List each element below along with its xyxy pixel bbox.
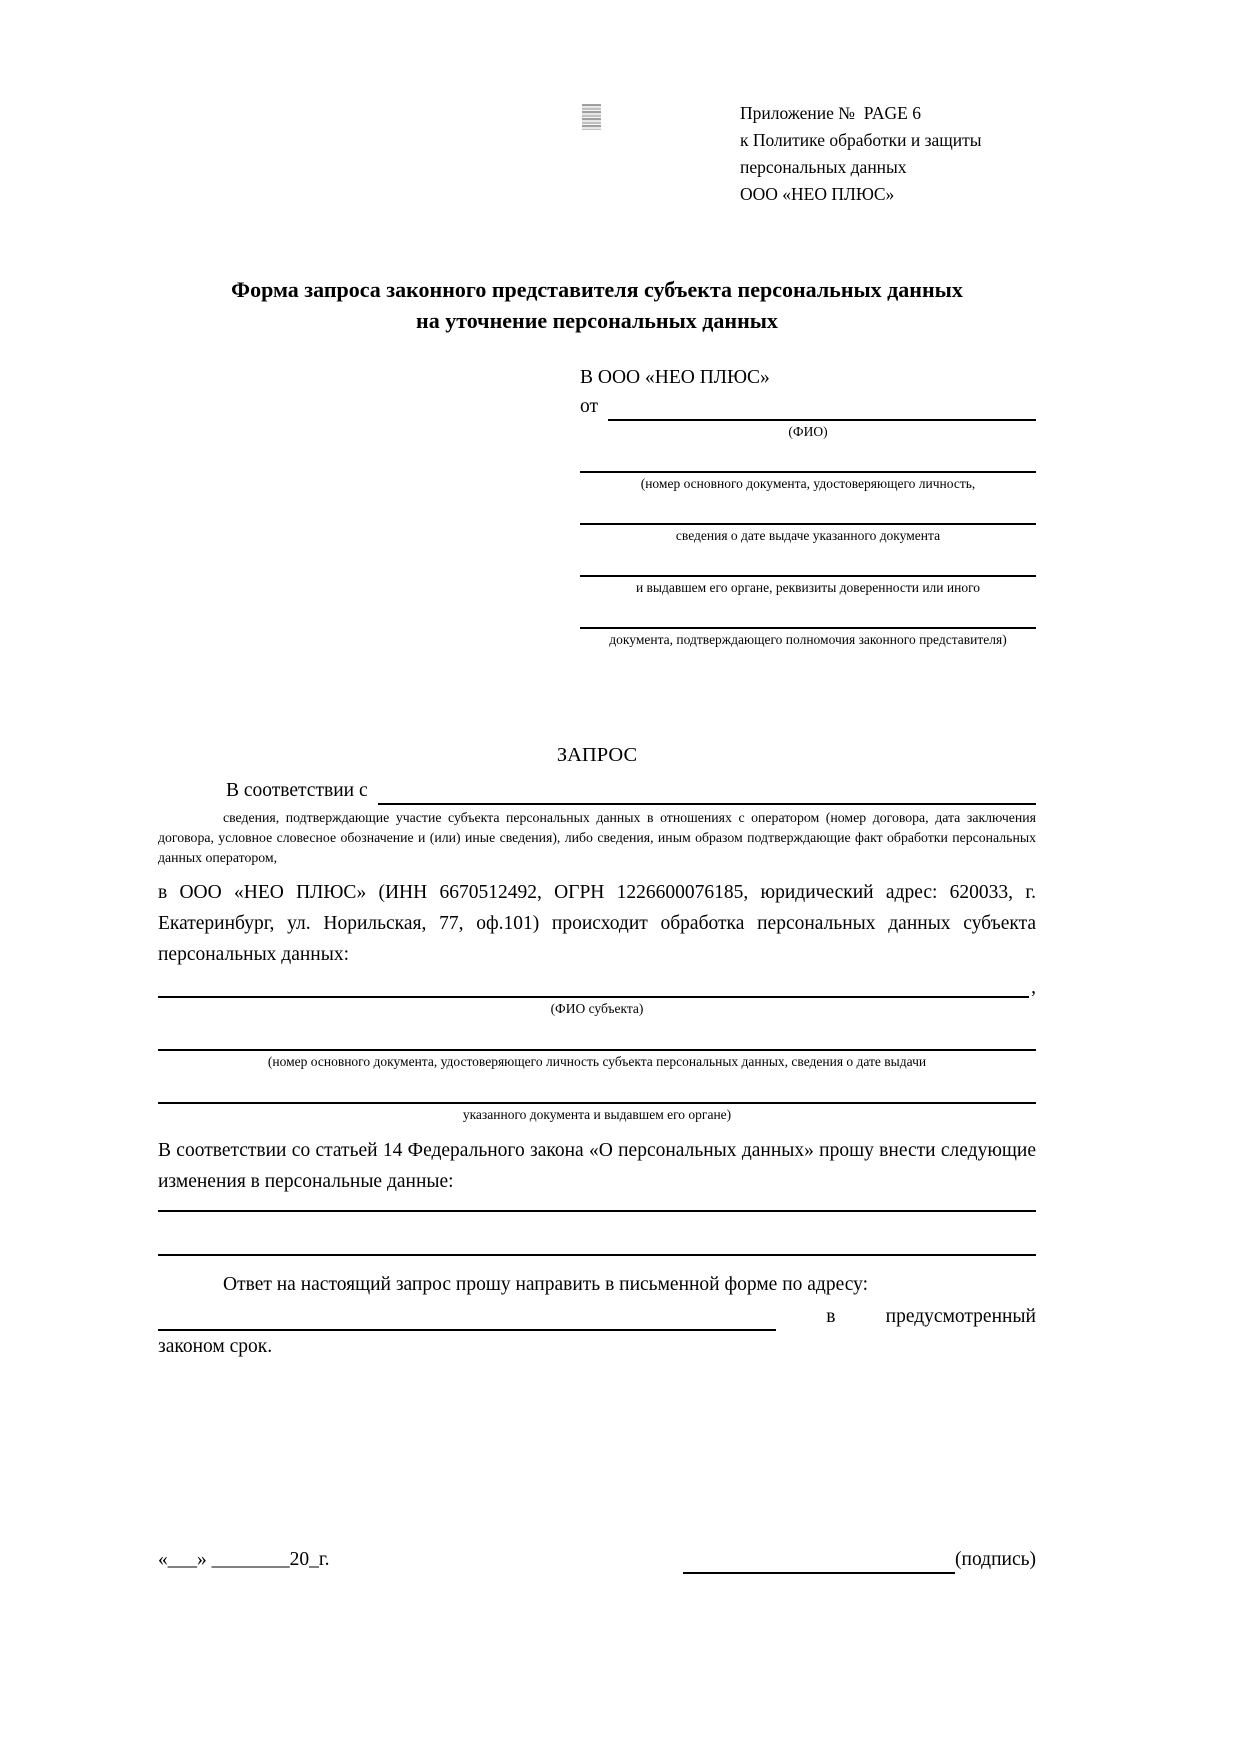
addressee-company: В ООО «НЕО ПЛЮС» [580, 367, 770, 388]
signature-blank-field[interactable] [683, 1548, 955, 1574]
appendix-header [740, 100, 1036, 208]
fio-blank-field[interactable] [608, 395, 1036, 421]
date-signature-row [158, 1545, 1036, 1574]
addressee-block [580, 363, 1036, 648]
subject-fio-caption: (ФИО субъекта) [550, 1001, 644, 1016]
form-title-line-1: Форма запроса законного представителя субъекта персональных данных [231, 277, 963, 302]
response-line-3: законом срок. [158, 1336, 273, 1357]
request-heading: ЗАПРОС [556, 744, 638, 766]
changes-blank-field-2[interactable] [158, 1212, 1036, 1256]
basis-blank-field[interactable] [378, 779, 1036, 805]
subject-doc-blank-field[interactable] [158, 1017, 1036, 1051]
intro-label: В соответствии с [226, 780, 368, 801]
field-code-artifact-icon [582, 104, 601, 130]
subject-doc-caption-2: указанного документа и выдавшем его органе) [462, 1107, 732, 1122]
issuing-authority-blank-field[interactable] [580, 544, 1036, 577]
basis-fine-print: сведения, подтверждающие участие субъекта персональных данных в отношениях с оператором (номер договора, дата заключения договора, условное словесное обозначение и (или) иные сведения), либо сведения, иным образом подтверждающие факт обработки персональных данных оператором, [158, 810, 1036, 865]
changes-blank-field-1[interactable] [158, 1197, 1036, 1212]
company-name-line: ООО «НЕО ПЛЮС» [740, 184, 895, 204]
subject-fio-line [158, 970, 1036, 998]
from-label: от [580, 396, 599, 417]
header-block [158, 100, 1036, 212]
representative-authority-caption: документа, подтверждающего полномочия законного представителя) [609, 632, 1007, 647]
response-paragraph [158, 1269, 1036, 1362]
form-title [158, 274, 1036, 336]
article-paragraph: В соответствии со статьей 14 Федерального закона «О персональных данных» прошу внести следующие изменения в персональные данные: [158, 1140, 1036, 1192]
intro-line [158, 776, 1036, 805]
fio-caption: (ФИО) [788, 424, 828, 439]
issue-date-blank-field[interactable] [580, 492, 1036, 525]
policy-reference-line-1: к Политике обработки и защиты [740, 130, 982, 150]
representative-authority-blank-field[interactable] [580, 596, 1036, 629]
from-line [580, 392, 1036, 421]
appendix-number-line: Приложение № PAGE 6 [740, 103, 921, 123]
subject-fio-blank-field[interactable] [158, 970, 1029, 998]
subject-doc-issuer-blank-field[interactable] [158, 1070, 1036, 1104]
response-line-1: Ответ на настоящий запрос прошу направить в письменной форме по адресу: [223, 1274, 869, 1295]
response-address-blank-field[interactable] [158, 1305, 776, 1331]
trailing-comma: , [1031, 977, 1036, 998]
response-word-v: в [826, 1306, 836, 1327]
doc-number-blank-field[interactable] [580, 440, 1036, 473]
response-address-line [158, 1300, 1036, 1331]
issue-date-caption: сведения о дате выдаче указанного документа [675, 528, 941, 543]
issuing-authority-caption: и выдавшем его органе, реквизиты доверенности или иного [635, 580, 981, 595]
document-content [158, 0, 1036, 1574]
operator-paragraph: в ООО «НЕО ПЛЮС» (ИНН 6670512492, ОГРН 1226600076185, юридический адрес: 620033, г. Екатеринбург, ул. Норильская, 77, оф.101) происходит обработка персональных данных субъекта персональных данных: [158, 882, 1036, 965]
form-title-line-2: на уточнение персональных данных [416, 308, 778, 333]
signature-caption: (подпись) [955, 1549, 1036, 1570]
signature-group [683, 1545, 1036, 1574]
policy-reference-line-2: персональных данных [740, 157, 907, 177]
response-word-predusmotrenny: предусмотренный [885, 1306, 1036, 1327]
date-blank-line[interactable]: «___» ________20_г. [158, 1549, 330, 1570]
doc-number-caption: (номер основного документа, удостоверяющего личность, [640, 476, 976, 491]
subject-doc-caption-1: (номер основного документа, удостоверяющего личность субъекта персональных данных, сведения о дате выдачи [267, 1054, 927, 1069]
